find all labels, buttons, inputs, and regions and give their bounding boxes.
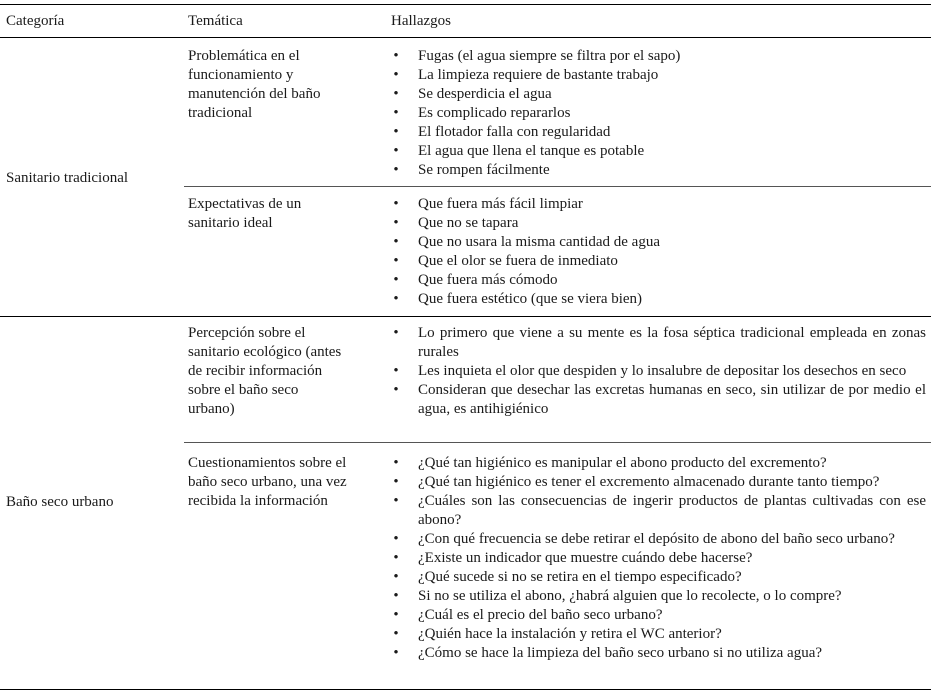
findings-list-expectativas [391,195,926,309]
list-item: • La limpieza requiere de bastante trabajo [391,66,926,85]
theme-percepcion: Percepción sobre el sanitario ecológico (antes de recibir información sobre el baño seco urbano) [188,325,342,417]
list-item: • Que fuera más fácil limpiar [391,195,926,214]
list-item: • Fugas (el agua siempre se filtra por el sapo) [391,47,926,66]
list-item: • Se desperdicia el agua [391,85,926,104]
list-item: • ¿Cómo se hace la limpieza del baño seco urbano si no utiliza agua? [391,644,926,663]
theme-cuestionamientos: Cuestionamientos sobre el baño seco urbano, una vez recibida la información [188,455,347,509]
list-item: • Consideran que desechar las excretas humanas en seco, sin utilizar de por medio el agua, es antihigiénico [391,381,926,419]
list-item: • El flotador falla con regularidad [391,123,926,142]
findings-list-cuestionamientos [391,454,926,663]
list-item: • ¿Cuál es el precio del baño seco urbano? [391,606,926,625]
list-item: • ¿Qué sucede si no se retira en el tiempo especificado? [391,568,926,587]
category-divider [0,316,931,317]
list-item: • El agua que llena el tanque es potable [391,142,926,161]
list-item: • ¿Qué tan higiénico es tener el excremento almacenado durante tanto tiempo? [391,473,926,492]
list-item: • ¿Existe un indicador que muestre cuándo debe hacerse? [391,549,926,568]
header-tematica: Temática [188,13,243,29]
list-item: • Que fuera estético (que se viera bien) [391,290,926,309]
list-item: • Que no usara la misma cantidad de agua [391,233,926,252]
list-item: • Se rompen fácilmente [391,161,926,180]
bottom-rule [0,689,931,690]
list-item: • Lo primero que viene a su mente es la fosa séptica tradicional empleada en zonas rurales [391,324,926,362]
category-sanitario-tradicional: Sanitario tradicional [6,170,129,186]
findings-list-problematica [391,47,926,180]
list-item: • ¿Qué tan higiénico es manipular el abono producto del excremento? [391,454,926,473]
theme-problematica: Problemática en el funcionamiento y manutención del baño tradicional [188,48,321,121]
top-rule [0,4,931,5]
header-categoria: Categoría [6,13,65,29]
theme-expectativas: Expectativas de un sanitario ideal [188,196,302,231]
list-item: • ¿Quién hace la instalación y retira el WC anterior? [391,625,926,644]
list-item: • Que el olor se fuera de inmediato [391,252,926,271]
findings-list-percepcion [391,324,926,419]
list-item: • ¿Con qué frecuencia se debe retirar el depósito de abono del baño seco urbano? [391,530,926,549]
list-item: • Es complicado repararlos [391,104,926,123]
list-item: • ¿Cuáles son las consecuencias de ingerir productos de plantas cultivadas con ese abono? [391,492,926,530]
theme-divider-1 [184,186,931,187]
header-hallazgos: Hallazgos [391,13,451,29]
list-item: • Les inquieta el olor que despiden y lo insalubre de depositar los desechos en seco [391,362,926,381]
theme-divider-2 [184,442,931,443]
category-bano-seco-urbano: Baño seco urbano [6,494,114,510]
header-rule [0,37,931,38]
list-item: • Si no se utiliza el abono, ¿habrá alguien que lo recolecte, o lo compre? [391,587,926,606]
list-item: • Que fuera más cómodo [391,271,926,290]
list-item: • Que no se tapara [391,214,926,233]
